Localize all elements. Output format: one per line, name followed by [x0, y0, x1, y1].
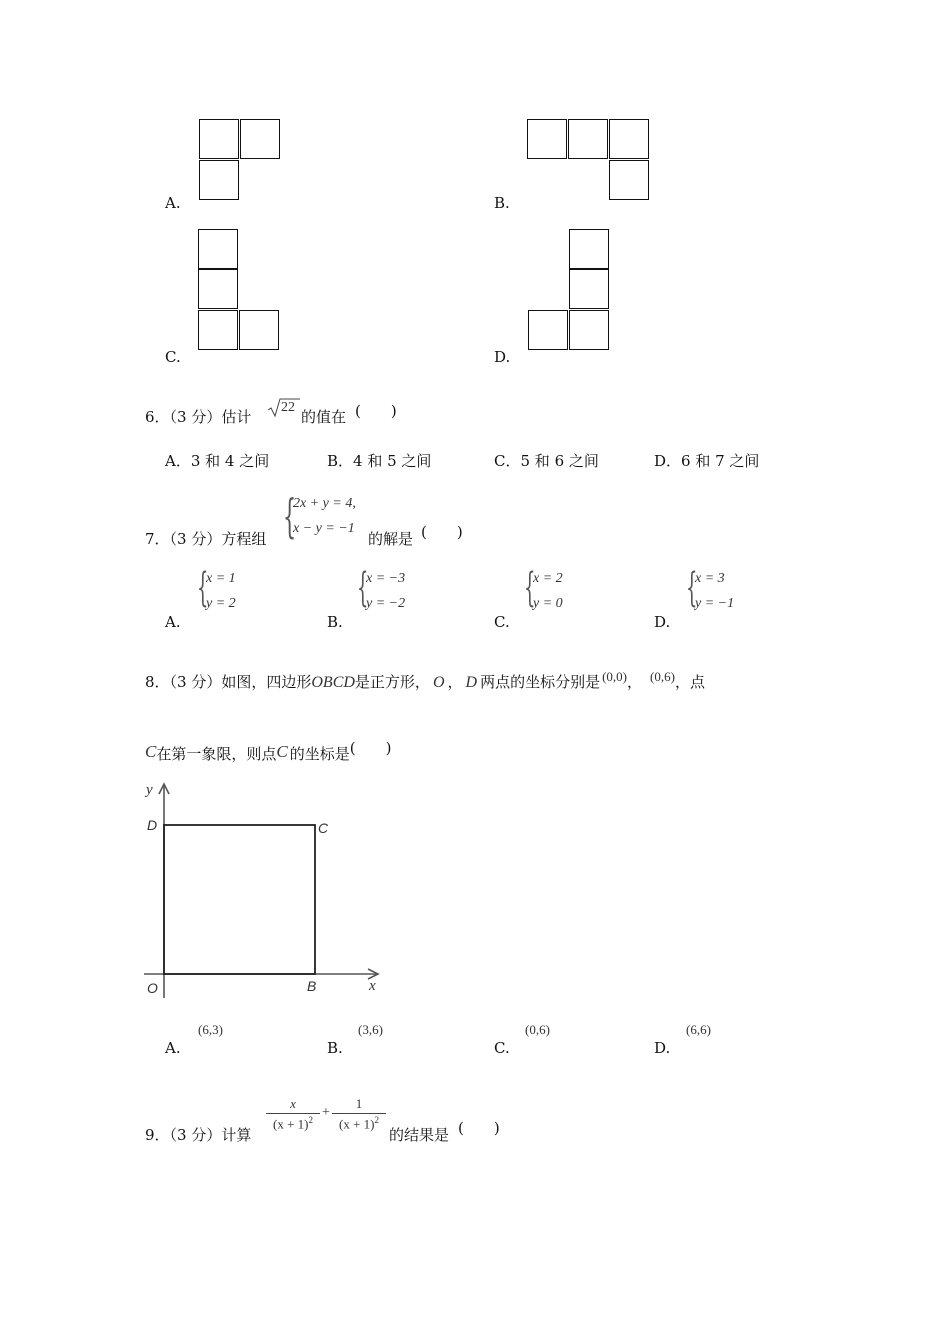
math-shape-name: OBCD [311, 674, 355, 691]
equation-1: x = −3 [366, 571, 406, 586]
equation-2: y = −2 [366, 596, 406, 611]
question-stem: 6．（3 分）估计 [145, 408, 252, 426]
left-brace: { [686, 565, 698, 611]
equation-1: x = 1 [206, 571, 236, 586]
question-text: 的结果是 [389, 1126, 450, 1144]
option-label: A． [165, 452, 191, 470]
option-c-label: C. [494, 1039, 510, 1057]
option-label: D. [494, 348, 511, 366]
radicand: 22 [281, 400, 295, 415]
math-point: C [145, 742, 157, 761]
grid-cell [198, 229, 238, 269]
equation-2: y = 0 [533, 596, 563, 611]
question-text: 的解是 [368, 530, 414, 548]
grid-cell [198, 269, 238, 309]
left-brace: { [197, 565, 209, 611]
equation-system [366, 566, 405, 616]
math-point: D [465, 674, 478, 691]
option-d [654, 450, 759, 471]
exponent: 2 [374, 1115, 379, 1125]
option-a [165, 450, 269, 471]
equation-2: y = −1 [695, 596, 735, 611]
point-B-label: B [307, 978, 317, 994]
grid-cell [569, 310, 609, 350]
option-label: D． [654, 452, 682, 470]
point-D-label: D [147, 817, 158, 833]
answer-bracket: ( ) [355, 402, 397, 420]
question-stem-line2 [145, 739, 392, 764]
equation-system [206, 566, 236, 616]
option-label: A. [165, 613, 181, 631]
question-stem: 9．（3 分）计算 [145, 1126, 252, 1144]
x-axis-label: x [369, 978, 376, 994]
option-label: B. [494, 194, 510, 212]
denominator [266, 1114, 320, 1132]
grid-cell [609, 160, 649, 200]
option-label: D. [654, 613, 671, 631]
point-O-label: O [147, 980, 158, 996]
option-label: C. [494, 613, 510, 631]
fraction-1 [266, 1096, 320, 1132]
option-a-value: (6,3) [198, 1022, 223, 1037]
grid-cell [199, 119, 239, 159]
question-stem: 8．（3 分）如图，四边形 [145, 673, 312, 691]
coordinate-figure [140, 778, 390, 1008]
option-b [327, 450, 431, 471]
grid-cell [527, 119, 567, 159]
option-text: 4 和 5 之间 [353, 452, 432, 470]
math-point: O [432, 674, 445, 691]
grid-cell [240, 119, 280, 159]
coordinate: (0,0) [602, 669, 628, 684]
option-d-value: (6,6) [686, 1022, 711, 1037]
punctuation: ， [627, 673, 643, 691]
answer-bracket: ( ) [458, 1119, 500, 1137]
option-c-value: (0,6) [525, 1022, 550, 1037]
grid-cell [528, 310, 568, 350]
answer-bracket: ( ) [349, 739, 392, 757]
left-brace: { [524, 565, 536, 611]
option-text: 5 和 6 之间 [520, 452, 599, 470]
option-label: B. [327, 613, 343, 631]
square-OBCD [164, 825, 315, 974]
option-label: B． [327, 452, 354, 470]
left-brace: { [283, 489, 297, 543]
plus-sign: + [322, 1105, 330, 1120]
equation-2: x − y = −1 [293, 521, 355, 536]
left-brace: { [357, 565, 369, 611]
option-a-label: A. [165, 1039, 181, 1057]
question-stem: 7．（3 分）方程组 [145, 530, 267, 548]
denominator-base: (x + 1) [273, 1116, 309, 1132]
y-axis-label: y [146, 782, 153, 798]
option-label: C． [494, 452, 521, 470]
option-b-value: (3,6) [358, 1022, 383, 1037]
grid-cell [239, 310, 279, 350]
answer-bracket: ( ) [421, 523, 463, 541]
question-text: ，点 [674, 673, 705, 691]
question-text: 在第一象限，则点 [156, 745, 277, 763]
option-b-label: B. [327, 1039, 343, 1057]
denominator-base: (x + 1) [339, 1116, 375, 1132]
equation-system [533, 566, 563, 616]
equation-2: y = 2 [206, 596, 236, 611]
equation-1: x = 3 [695, 571, 725, 586]
question-text: 两点的坐标分别是 [480, 673, 601, 691]
grid-cell [609, 119, 649, 159]
math-point: C [276, 742, 288, 761]
numerator: 1 [332, 1096, 386, 1114]
equation-system [293, 491, 356, 541]
grid-cell [568, 119, 608, 159]
grid-cell [569, 229, 609, 269]
option-text: 6 和 7 之间 [681, 452, 760, 470]
equation-system [695, 566, 734, 616]
question-text: 是正方形， [354, 673, 430, 691]
question-text: 的值在 [301, 408, 347, 426]
coordinate: (0,6) [650, 669, 675, 684]
numerator: x [266, 1096, 320, 1114]
option-text: 3 和 4 之间 [190, 452, 270, 470]
option-d-label: D. [654, 1039, 671, 1057]
grid-cell [569, 269, 609, 309]
option-c [494, 450, 599, 471]
option-label: C. [165, 348, 181, 366]
question-text: 的坐标是 [289, 745, 350, 763]
option-label: A. [165, 194, 181, 212]
exponent: 2 [308, 1115, 313, 1125]
punctuation: ， [447, 673, 463, 691]
denominator [332, 1114, 386, 1132]
fraction-2 [332, 1096, 386, 1132]
grid-cell [199, 160, 239, 200]
equation-1: 2x + y = 4, [293, 496, 356, 511]
equation-1: x = 2 [533, 571, 563, 586]
question-stem-line1 [145, 671, 705, 692]
point-C-label: C [318, 820, 329, 836]
grid-cell [198, 310, 238, 350]
